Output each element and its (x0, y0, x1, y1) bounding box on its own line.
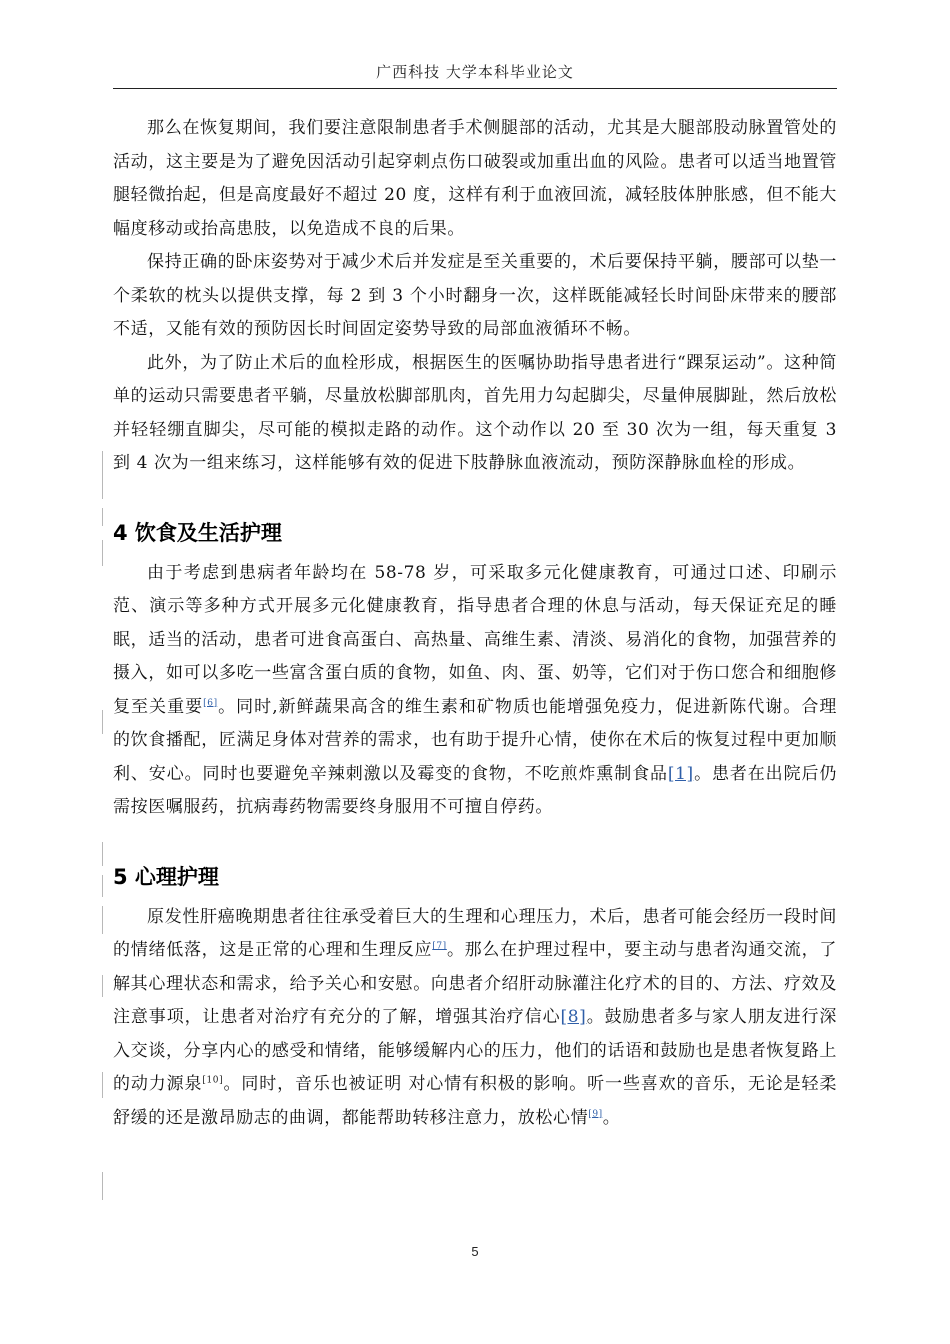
citation-link[interactable]: [9] (588, 1108, 603, 1119)
revision-margin-mark (102, 540, 103, 566)
revision-margin-mark (102, 451, 103, 499)
running-header: 广西科技 大学本科毕业论文 (376, 63, 574, 81)
text-run: 。鼓励患者多与家人朋友进行深入交谈，分享内心的感受和情绪，能够缓解内心的压力，他们的话语和鼓励也是患者恢复路上的动力源泉 (113, 1007, 838, 1094)
reference-link[interactable]: [1] (667, 763, 694, 784)
document-body (113, 112, 837, 1135)
section-heading-psychology: 5 心理护理 (113, 864, 219, 889)
revision-margin-mark (102, 1172, 103, 1200)
revision-margin-mark (102, 875, 103, 897)
text-run: 。那么在护理过程中，要主动与患者沟通交流，了解其心理状态和需求，给予关心和安慰。向患者介绍肝动脉灌注化疗术的目的、方法、疗效及注意事项，让患者对治疗有充分的了解，增强其治疗信心 (113, 940, 837, 1027)
text-run: 。 (602, 1107, 621, 1128)
text-run: 。同时,新鲜蔬果高含的维生素和矿物质也能增强免疫力，促进新陈代谢。合理的饮食播配，匠满足身体对营养的需求，也有助于提升心情，使你在术后的恢复过程中更加顺利、安心。同时也要避免辛辣刺激以及霉变的食物，不吃煎炸熏制食品 (113, 696, 838, 784)
revision-margin-mark (102, 842, 103, 866)
page-number: 5 (471, 1244, 479, 1259)
paragraph: 保持正确的卧床姿势对于减少术后并发症是至关重要的，术后要保持平躺，腰部可以垫一个柔软的枕头以提供支撑，每 2 到 3 个小时翻身一次，这样既能减轻长时间卧床带来的腰部不适，又能有效的预防因长时间固定姿势导致的局部血液循环不畅。 (113, 252, 837, 339)
reference-link[interactable]: [8] (560, 1007, 587, 1027)
paragraph-diet (113, 557, 837, 825)
section-spacing (113, 481, 837, 517)
text-run: 由于考虑到患病者年龄均在 58-78 岁，可采取多元化健康教育，可通过口述、印刷示范、演示等多种方式开展多元化健康教育，指导患者合理的休息与活动，每天保证充足的睡眠，适当的活动，患者可进食高蛋白、高热量、高维生素、清淡、易消化的食物，加强营养的摄入，如可以多吃一些富含蛋白质的食物，如鱼、肉、蛋、奶等，它们对于伤口您合和细胞修复至关重要 (113, 562, 837, 717)
revision-margin-mark (102, 906, 103, 934)
revision-margin-mark (102, 508, 103, 526)
citation-superscript: [10] (202, 1075, 224, 1086)
section-spacing (113, 825, 837, 861)
text-run: 原发性肝癌晚期患者往往承受着巨大的生理和心理压力，术后，患者可能会经历一段时间的情绪低落，这是正常的心理和生理反应 (113, 906, 837, 960)
citation-link[interactable]: [6] (203, 697, 218, 708)
paragraph-psychology (113, 901, 837, 1136)
paragraph: 那么在恢复期间，我们要注意限制患者手术侧腿部的活动，尤其是大腿部股动脉置管处的活动，这主要是为了避免因活动引起穿刺点伤口破裂或加重出血的风险。患者可以适当地置管腿轻微抬起，但是高度最好不超过 20 度，这样有利于血液回流，减轻肢体肿胀感，但不能大幅度移动或抬高患肢，以免造成不良的后果。 (113, 118, 837, 239)
paragraph: 此外，为了防止术后的血栓形成，根据医生的医嘱协助指导患者进行“踝泵运动”。这种简单的运动只需要患者平躺，尽量放松脚部肌肉，首先用力勾起脚尖，尽量伸展脚趾，然后放松并轻轻绷直脚尖，尽可能的模拟走路的动作。这个动作以 20 至 30 次为一组，每天重复 3 到 4 次为一组来练习，这样能够有效的促进下肢静脉血液流动，预防深静脉血栓的形成。 (113, 352, 837, 473)
revision-margin-mark (102, 975, 103, 997)
citation-link[interactable]: [7] (432, 941, 447, 952)
text-run: 。患者在出院后仍需按医嘱服药，抗病毒药物需要终身服用不可擅自停药。 (113, 763, 837, 817)
revision-margin-mark (102, 710, 103, 734)
revision-margin-mark (102, 1072, 103, 1098)
section-heading-diet: 4 饮食及生活护理 (113, 520, 282, 545)
text-run: 。同时，音乐也被证明 对心情有积极的影响。听一些喜欢的音乐，无论是轻柔舒缓的还是激昂励志的曲调，都能帮助转移注意力，放松心情 (113, 1074, 837, 1128)
header-rule (113, 88, 837, 89)
